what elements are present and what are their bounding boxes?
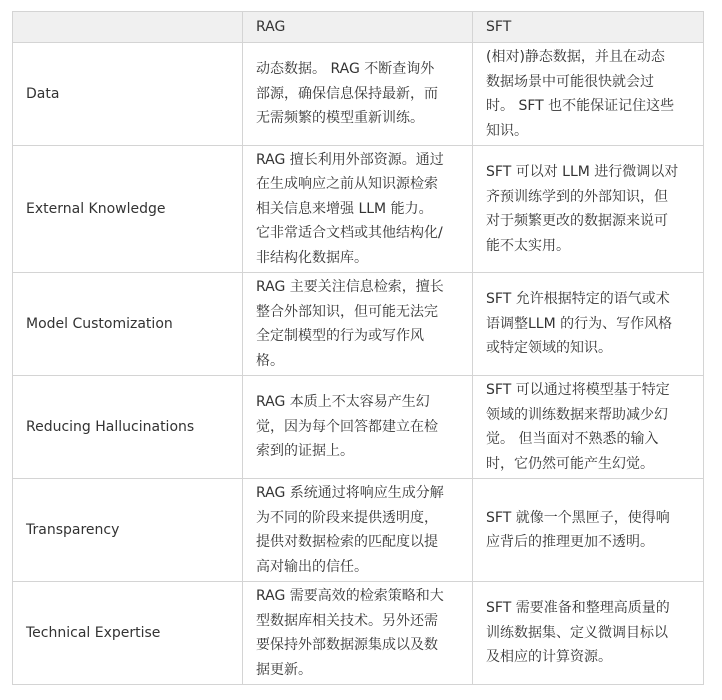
cell-text-line: 部源，确保信息保持最新，而	[256, 85, 438, 102]
cell-text-line: 及相应的计算资源。	[486, 649, 612, 666]
cell-text-line: 时。 SFT 也不能保证记住这些	[486, 98, 675, 114]
row-label: Technical Expertise	[13, 582, 243, 685]
cell-text-line: RAG 本质上不太容易产生幻	[256, 394, 430, 411]
table-row	[13, 479, 704, 582]
cell-text-line: 为不同的阶段来提供透明度，	[256, 509, 438, 526]
cell-text-line: 非结构化数据库。	[256, 249, 368, 266]
cell-text-line: 型数据库相关技术。另外还需	[256, 612, 438, 629]
row-label: Model Customization	[13, 273, 243, 376]
cell-text-line: 全定制模型的行为或写作风	[256, 328, 424, 344]
cell-text-line: 觉，因为每个回答都建立在检	[256, 418, 438, 435]
cell-text-line: (相对)静态数据，并且在动态	[486, 49, 665, 65]
cell-text-line: SFT 就像一个黑匣子，使得响	[486, 509, 670, 526]
sft-cell	[473, 273, 704, 376]
cell-text-line: 格。	[256, 352, 284, 369]
rag-cell	[243, 479, 473, 582]
cell-text-line: 据更新。	[256, 661, 312, 678]
rag-cell	[243, 582, 473, 685]
cell-text-line: RAG 需要高效的检索策略和大	[256, 588, 444, 604]
sft-cell	[473, 146, 704, 273]
cell-text-line: RAG 擅长利用外部资源。通过	[256, 151, 444, 168]
table-row	[13, 376, 704, 479]
cell-text-line: 数据场景中可能很快就会过	[486, 73, 654, 90]
rag-cell	[243, 376, 473, 479]
rag-cell	[243, 146, 473, 273]
sft-cell	[473, 376, 704, 479]
sft-cell	[473, 43, 704, 146]
rag-cell	[243, 43, 473, 146]
cell-text-line: 对于频繁更改的数据源来说可	[486, 213, 668, 229]
row-label: Transparency	[13, 479, 243, 582]
cell-text-line: 时，它仍然可能产生幻觉。	[486, 455, 654, 472]
header-row	[13, 12, 704, 43]
table-row	[13, 273, 704, 376]
cell-text-line: 应背后的推理更加不透明。	[486, 534, 654, 550]
cell-text-line: 在生成响应之前从知识源检索	[256, 176, 438, 193]
table-row	[13, 582, 704, 685]
cell-text-line: 动态数据。 RAG 不断查询外	[256, 61, 435, 78]
cell-text-line: RAG 系统通过将响应生成分解	[256, 485, 444, 501]
cell-text-line: 整合外部知识，但可能无法完	[256, 303, 438, 320]
row-label: Reducing Hallucinations	[13, 376, 243, 479]
cell-text-line: 知识。	[486, 122, 528, 139]
cell-text-line: RAG 主要关注信息检索，擅长	[256, 279, 444, 295]
header-cell-sft: SFT	[473, 12, 704, 43]
sft-cell	[473, 479, 704, 582]
cell-text-line: 领域的训练数据来帮助减少幻	[486, 406, 668, 423]
cell-text-line: SFT 允许根据特定的语气或术	[486, 291, 670, 308]
header-cell-rag: RAG	[243, 12, 473, 43]
comparison-table	[12, 11, 704, 685]
header-cell-blank	[13, 12, 243, 43]
cell-text-line: 提供对数据检索的匹配度以提	[256, 534, 438, 550]
sft-cell	[473, 582, 704, 685]
cell-text-line: 相关信息来增强 LLM 能力。	[256, 200, 433, 217]
cell-text-line: SFT 可以通过将模型基于特定	[486, 382, 670, 398]
cell-text-line: 无需频繁的模型重新训练。	[256, 110, 424, 127]
cell-text-line: 训练数据集、定义微调目标以	[486, 624, 668, 641]
cell-text-line: 齐预训练学到的外部知识，但	[486, 188, 668, 205]
table-row	[13, 43, 704, 146]
table-row	[13, 146, 704, 273]
row-label: Data	[13, 43, 243, 146]
row-label: External Knowledge	[13, 146, 243, 273]
cell-text-line: SFT 需要准备和整理高质量的	[486, 600, 670, 617]
cell-text-line: 语调整LLM 的行为、写作风格	[486, 315, 673, 332]
cell-text-line: 觉。 但当面对不熟悉的输入	[486, 431, 659, 447]
cell-text-line: SFT 可以对 LLM 进行微调以对	[486, 164, 679, 180]
cell-text-line: 高对输出的信任。	[256, 558, 368, 575]
cell-text-line: 索到的证据上。	[256, 443, 354, 460]
cell-text-line: 能不太实用。	[486, 237, 570, 254]
cell-text-line: 它非常适合文档或其他结构化/	[256, 225, 443, 242]
cell-text-line: 要保持外部数据源集成以及数	[256, 637, 438, 653]
table-body	[13, 43, 704, 685]
rag-cell	[243, 273, 473, 376]
cell-text-line: 或特定领域的知识。	[486, 340, 612, 357]
